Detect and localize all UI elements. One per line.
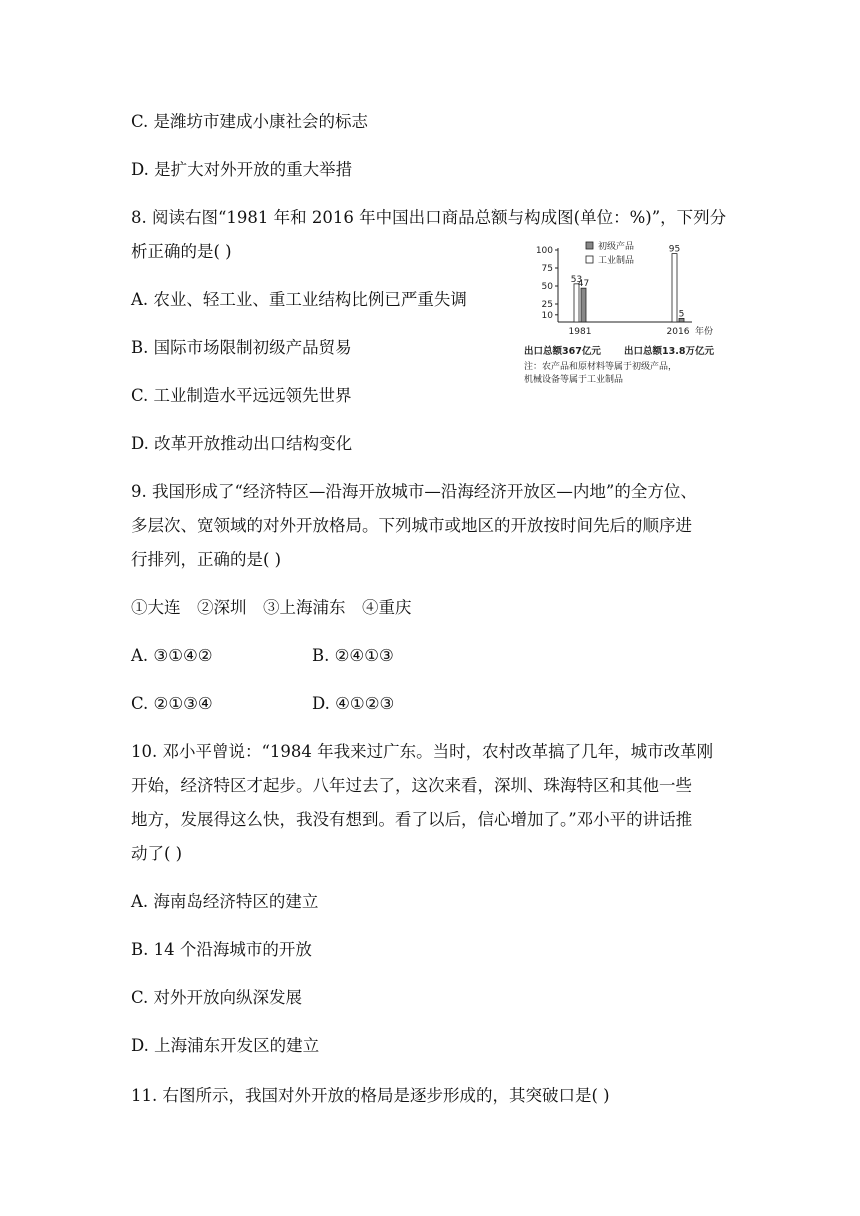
q10-stem-end: 动了( ): [131, 844, 183, 863]
bar: [574, 284, 579, 322]
bar: [581, 288, 586, 322]
q10-stem-cont2: 地方，发展得这么快，我没有想到。看了以后，信心增加了。”邓小平的讲话推: [131, 810, 693, 829]
x-axis-suffix-label: 年份: [694, 327, 714, 337]
q10-option-c: C. 对外开放向纵深发展: [131, 988, 303, 1007]
y-tick-label: 75: [541, 264, 553, 274]
legend-label: 工业制品: [598, 256, 635, 266]
q10-option-d: D. 上海浦东开发区的建立: [131, 1036, 320, 1055]
q10-stem: 10. 邓小平曾说：“1984 年我来过广东。当时，农村改革搞了几年，城市改革刚: [131, 742, 714, 761]
q9-option-d: D. ④①②③: [312, 694, 395, 713]
legend-swatch: [586, 256, 593, 263]
bar-value-label: 5: [678, 309, 685, 320]
q7-option-d: D. 是扩大对外开放的重大举措: [131, 160, 353, 179]
note-line-2: 机械设备等属于工业制品: [524, 375, 624, 385]
bar: [672, 254, 677, 322]
y-tick-label: 50: [541, 282, 553, 292]
q7-option-c: C. 是潍坊市建成小康社会的标志: [131, 112, 369, 131]
q8-stem: 8. 阅读右图“1981 年和 2016 年中国出口商品总额与构成图(单位：%)”，下列分: [131, 208, 727, 227]
x-tick-label: 1981: [568, 327, 592, 337]
total-2016-label: 出口总额13.8万亿元: [624, 346, 714, 357]
q8-option-c: C. 工业制造水平远远领先世界: [131, 386, 352, 405]
q9-stem-cont: 多层次、宽领域的对外开放格局。下列城市或地区的开放按时间先后的顺序进: [131, 516, 692, 535]
export-composition-chart: [520, 236, 740, 396]
y-tick-label: 10: [541, 310, 553, 321]
q10-stem-cont: 开始，经济特区才起步。八年过去了，这次来看，深圳、珠海特区和其他一些: [131, 776, 692, 795]
y-tick-label: 100: [535, 246, 553, 256]
q8-option-a: A. 农业、轻工业、重工业结构比例已严重失调: [131, 290, 467, 309]
note-line-1: 注：农产品和原材料等属于初级产品，: [524, 362, 678, 372]
total-1981-label: 出口总额367亿元: [524, 346, 601, 357]
q8-option-b: B. 国际市场限制初级产品贸易: [131, 338, 352, 357]
q9-option-a: A. ③①④②: [131, 646, 213, 665]
q11-stem: 11. 右图所示，我国对外开放的格局是逐步形成的，其突破口是( ): [131, 1086, 610, 1105]
chart-svg: [520, 236, 740, 396]
legend-label: 初级产品: [598, 242, 635, 252]
y-tick-label: 25: [541, 300, 553, 310]
q9-stem: 9. 我国形成了“经济特区—沿海开放城市—沿海经济开放区—内地”的全方位、: [131, 482, 697, 501]
bar-value-label: 47: [577, 279, 590, 290]
bar-value-label: 95: [668, 244, 681, 255]
q9-items: ①大连 ②深圳 ③上海浦东 ④重庆: [131, 598, 412, 617]
q10-option-b: B. 14 个沿海城市的开放: [131, 940, 312, 959]
x-tick-label: 2016: [666, 327, 690, 337]
q9-option-b: B. ②④①③: [312, 646, 394, 665]
legend-swatch: [586, 242, 593, 249]
q8-option-d: D. 改革开放推动出口结构变化: [131, 434, 353, 453]
q9-option-c: C. ②①③④: [131, 694, 213, 713]
q8-stem-cont: 析正确的是( ): [131, 242, 232, 261]
q10-option-a: A. 海南岛经济特区的建立: [131, 892, 319, 911]
bar-value-label: 53: [570, 274, 583, 285]
q9-stem-end: 行排列，正确的是( ): [131, 550, 282, 569]
